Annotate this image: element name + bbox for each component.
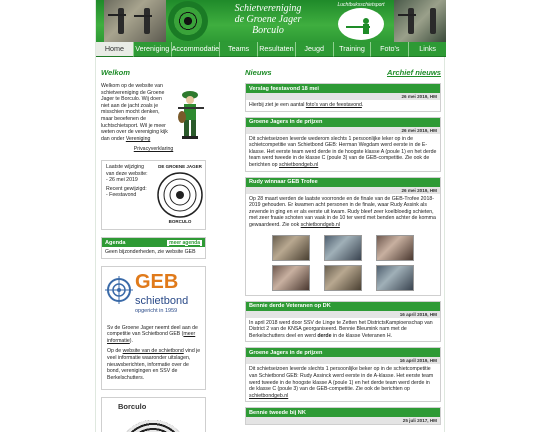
borculo-title: Borculo	[118, 401, 147, 411]
news-item	[245, 83, 441, 112]
news-date: 26 mei 2019, HM	[246, 93, 440, 100]
news-body: Hierbij ziet je een aantal foto's van de feestavond.	[249, 102, 364, 108]
welkom-text: Welkom op de website van schietvereniging de Groene Jager te Borculo. Wij doen niet aan de jacht zoals je misschien mocht denken, maar beoefenen de luchtschietsport. Wil je meer weten over de vereniging kijk dan onder Vereniging	[101, 83, 168, 142]
archief-nieuws-link[interactable]: Archief nieuws	[386, 68, 441, 77]
news-photos	[246, 231, 440, 265]
nav-vereniging[interactable]: Vereniging	[134, 42, 172, 57]
news-title: Bennie tweede bij NK	[246, 408, 440, 417]
news-date: 26 mei 2019, HM	[246, 127, 440, 134]
club-badge-icon	[154, 165, 206, 227]
header-photo-shooters-left	[104, 0, 166, 42]
club-name: Schietvereniging de Groene Jager Borculo	[234, 3, 302, 36]
borculo-target-icon	[118, 420, 188, 432]
feestavond-photos-link[interactable]: foto's van de feestavond	[305, 102, 362, 108]
welkom-title: Welkom	[101, 68, 130, 77]
schietbond-website-link[interactable]: website van de schietbond	[122, 348, 184, 355]
update-info-box	[101, 160, 206, 230]
news-body: In april 2018 werd door SSV de Linge te Zetten het DistrictsKampioenschap van District 2 van de KNSA georganiseerd. Bennie Bleumink nam met de Berkelschutters deel en werd derde in de klasse Veteranen H.	[249, 319, 433, 339]
news-body: Dit schietseizoen leverde wederom slechts 1 persoonlijke leker op in de schietcompetitie van Schietbond GEB: Herman Wegdam werd eerste in de E-klasse. Het eerste team werd derde in de hoogste klasse A (poule 1) en het derde team werd tweede in de klasse C (poule 3) van de GEB-competitie. Zie ook de berichten op schietbondgeb.nl	[249, 135, 437, 168]
badge-top-text: DE GROENE JAGER	[158, 164, 202, 169]
news-body: Dit schietseizoen leverde slechts 1 persoonlijke beker op in de schietcompetitie van Schietbond GEB: Rudy Assinck werd eerste in de A-klasse. Het eerste team werd tweede in de hoogste klasse A (poule 1) en het derde team werd derde in de klasse C (poule 3) van de GEB-competitie. Zie ook de berichten op schietbondgeb.nl	[249, 366, 434, 399]
news-title: Verslag feestavond 18 mei	[246, 84, 440, 93]
update-info: Laatste wijziging van deze website: - 26 mei 2019 Recent gewijzigd: - Feestavond	[106, 164, 148, 199]
rifle-shooter-icon	[344, 16, 378, 36]
vereniging-link[interactable]: Vereniging	[125, 135, 151, 142]
nav-home[interactable]: Home	[96, 42, 134, 57]
agenda-box	[101, 237, 206, 259]
news-item	[245, 347, 441, 402]
geb-box	[101, 266, 206, 390]
main-nav	[96, 42, 446, 57]
news-photos	[246, 265, 440, 295]
nav-links[interactable]: Links	[409, 42, 446, 57]
nav-teams[interactable]: Teams	[220, 42, 258, 57]
welkom-box	[101, 83, 206, 153]
geb-logo-text: GEB	[135, 270, 179, 293]
nav-fotos[interactable]: Foto's	[371, 42, 409, 57]
meer-agenda-link[interactable]: meer agenda	[169, 239, 200, 246]
schietbondgeb-link[interactable]: schietbondgeb.nl	[300, 221, 340, 228]
news-title: Groene Jagers in de prijzen	[246, 118, 440, 127]
schietbondgeb-link[interactable]: schietbondgeb.nl	[279, 161, 319, 168]
nav-accommodatie[interactable]: Accommodatie	[172, 42, 221, 57]
hunter-mascot-icon	[174, 89, 206, 145]
news-title: Groene Jagers in de prijzen	[246, 348, 440, 357]
news-date: 25 juli 2017, HM	[246, 417, 440, 424]
right-column	[245, 68, 441, 430]
news-photo[interactable]	[376, 235, 414, 261]
news-photo[interactable]	[324, 265, 362, 291]
nav-training[interactable]: Training	[334, 42, 372, 57]
news-date: 16 april 2019, HM	[246, 311, 440, 318]
geb-info-link[interactable]: meer informatie	[107, 331, 196, 344]
news-item	[245, 177, 441, 296]
news-date: 26 mei 2019, HM	[246, 187, 440, 194]
news-headings	[245, 68, 441, 83]
news-title: Rudy winnaar GEB Trofee	[246, 178, 440, 187]
agenda-header: Agenda meer agenda	[102, 238, 205, 247]
header-photo-shooters-right	[394, 0, 446, 42]
news-photo[interactable]	[272, 265, 310, 291]
news-body: Op 28 maart werden de laatste voorronde en de finale van de GEB-Trofee 2018-2019 gehouden. Er kwamen acht personen in de finale, waar Rudy Assink als zevende in ging en er als eerste uit kwam. Rudy bleef zeer koelbloedig schieten, met zeer fraaie schoten van vaak in de 10 ter werd met benden achter de komma gewaardeerd. Zie ook schietbondgeb.nl	[249, 195, 436, 228]
badge-bottom-text: BORCULO	[168, 219, 192, 224]
privacy-link[interactable]: Privacyverklaring	[133, 146, 174, 153]
news-photo[interactable]	[376, 265, 414, 291]
geb-logo-since: opgericht in 1959	[135, 307, 178, 314]
news-photo[interactable]	[272, 235, 310, 261]
target-logo-icon	[168, 1, 208, 41]
agenda-text: Geen bijzonderheden, zie website GEB	[105, 249, 196, 255]
left-column	[101, 68, 206, 432]
nav-jeugd[interactable]: Jeugd	[296, 42, 334, 57]
news-photo[interactable]	[324, 235, 362, 261]
geb-logo-sub: schietbond	[135, 294, 189, 307]
news-title: Bennie derde Veteranen op DK	[246, 302, 440, 311]
schietbondgeb-link[interactable]: schietbondgeb.nl	[249, 392, 289, 399]
geb-text: Sv de Groene Jager neemt deel aan de competitie van Schietbond GEB (meer informatie). Op de website van de schietbond vind je veel informatie waaronder uitslagen, nieuwsberichten, informatie over de bond, verenigingen en SSV de Berkelschutters.	[107, 324, 201, 381]
nav-resultaten[interactable]: Resultaten	[258, 42, 296, 57]
site-header	[96, 0, 446, 42]
news-item	[245, 117, 441, 172]
luchtbuks-logo: Luchtbuksschietsport	[336, 2, 386, 40]
news-date: 16 april 2019, HM	[246, 357, 440, 364]
news-item	[245, 301, 441, 343]
news-item	[245, 407, 441, 425]
page	[95, 0, 445, 432]
borculo-box	[101, 397, 206, 432]
nieuws-title: Nieuws	[245, 68, 272, 77]
